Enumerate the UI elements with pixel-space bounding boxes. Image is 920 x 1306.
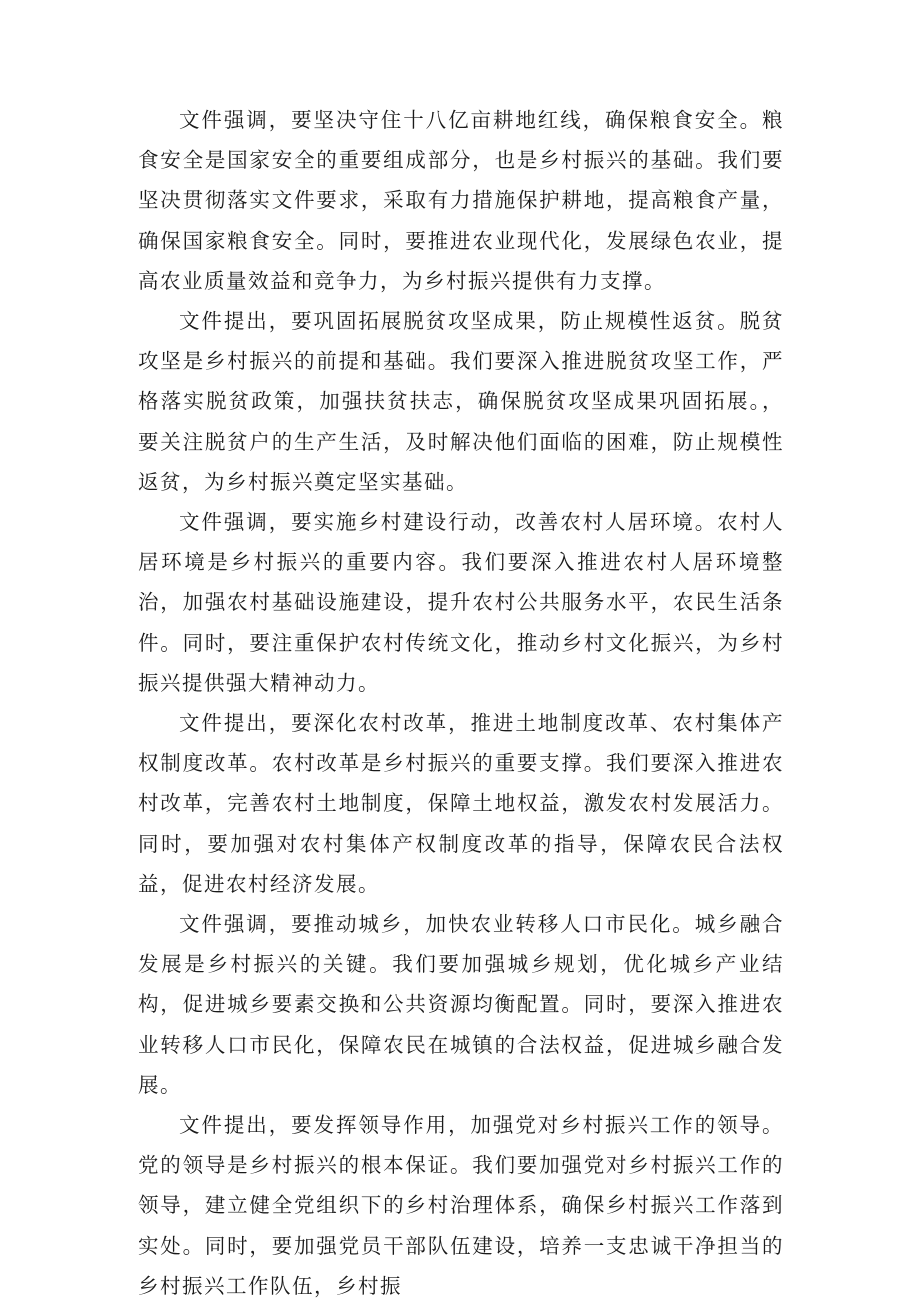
paragraph-farmland-food-security: 文件强调，要坚决守住十八亿亩耕地红线，确保粮食安全。粮食安全是国家安全的重要组成部分，也是乡村振兴的基础。我们要坚决贯彻落实文件要求，采取有力措施保护耕地，提高粮食产量，确保国家粮食安全。同时，要推进农业现代化，发展绿色农业，提高农业质量效益和竞争力，为乡村振兴提供有力支撑。 bbox=[138, 108, 784, 293]
paragraph-rural-construction: 文件强调，要实施乡村建设行动，改善农村人居环境。农村人居环境是乡村振兴的重要内容。我们要深入推进农村人居环境整治，加强农村基础设施建设，提升农村公共服务水平，农民生活条件。同时，要注重保护农村传统文化，推动乡村文化振兴，为乡村振兴提供强大精神动力。 bbox=[138, 510, 784, 695]
paragraph-rural-reform: 文件提出，要深化农村改革，推进土地制度改革、农村集体产权制度改革。农村改革是乡村振兴的重要支撑。我们要深入推进农村改革，完善农村土地制度，保障土地权益，激发农村发展活力。同时，要加强对农村集体产权制度改革的指导，保障农民合法权益，促进农村经济发展。 bbox=[138, 711, 784, 896]
paragraph-poverty-alleviation: 文件提出，要巩固拓展脱贫攻坚成果，防止规模性返贫。脱贫攻坚是乡村振兴的前提和基础。我们要深入推进脱贫攻坚工作，严格落实脱贫政策，加强扶贫扶志，确保脱贫攻坚成果巩固拓展。，要关注脱贫户的生产生活，及时解决他们面临的困难，防止规模性返贫，为乡村振兴奠定坚实基础。 bbox=[138, 309, 784, 494]
paragraph-party-leadership: 文件提出，要发挥领导作用，加强党对乡村振兴工作的领导。党的领导是乡村振兴的根本保证。我们要加强党对乡村振兴工作的领导，建立健全党组织下的乡村治理体系，确保乡村振兴工作落到实处。同时，要加强党员干部队伍建设，培养一支忠诚干净担当的乡村振兴工作队伍，乡村振 bbox=[138, 1113, 784, 1298]
document-body bbox=[138, 100, 784, 1306]
paragraph-urban-rural-integration: 文件强调，要推动城乡，加快农业转移人口市民化。城乡融合发展是乡村振兴的关键。我们要加强城乡规划，优化城乡产业结构，促进城乡要素交换和公共资源均衡配置。同时，要深入推进农业转移人口市民化，保障农民在城镇的合法权益，促进城乡融合发展。 bbox=[138, 912, 784, 1097]
